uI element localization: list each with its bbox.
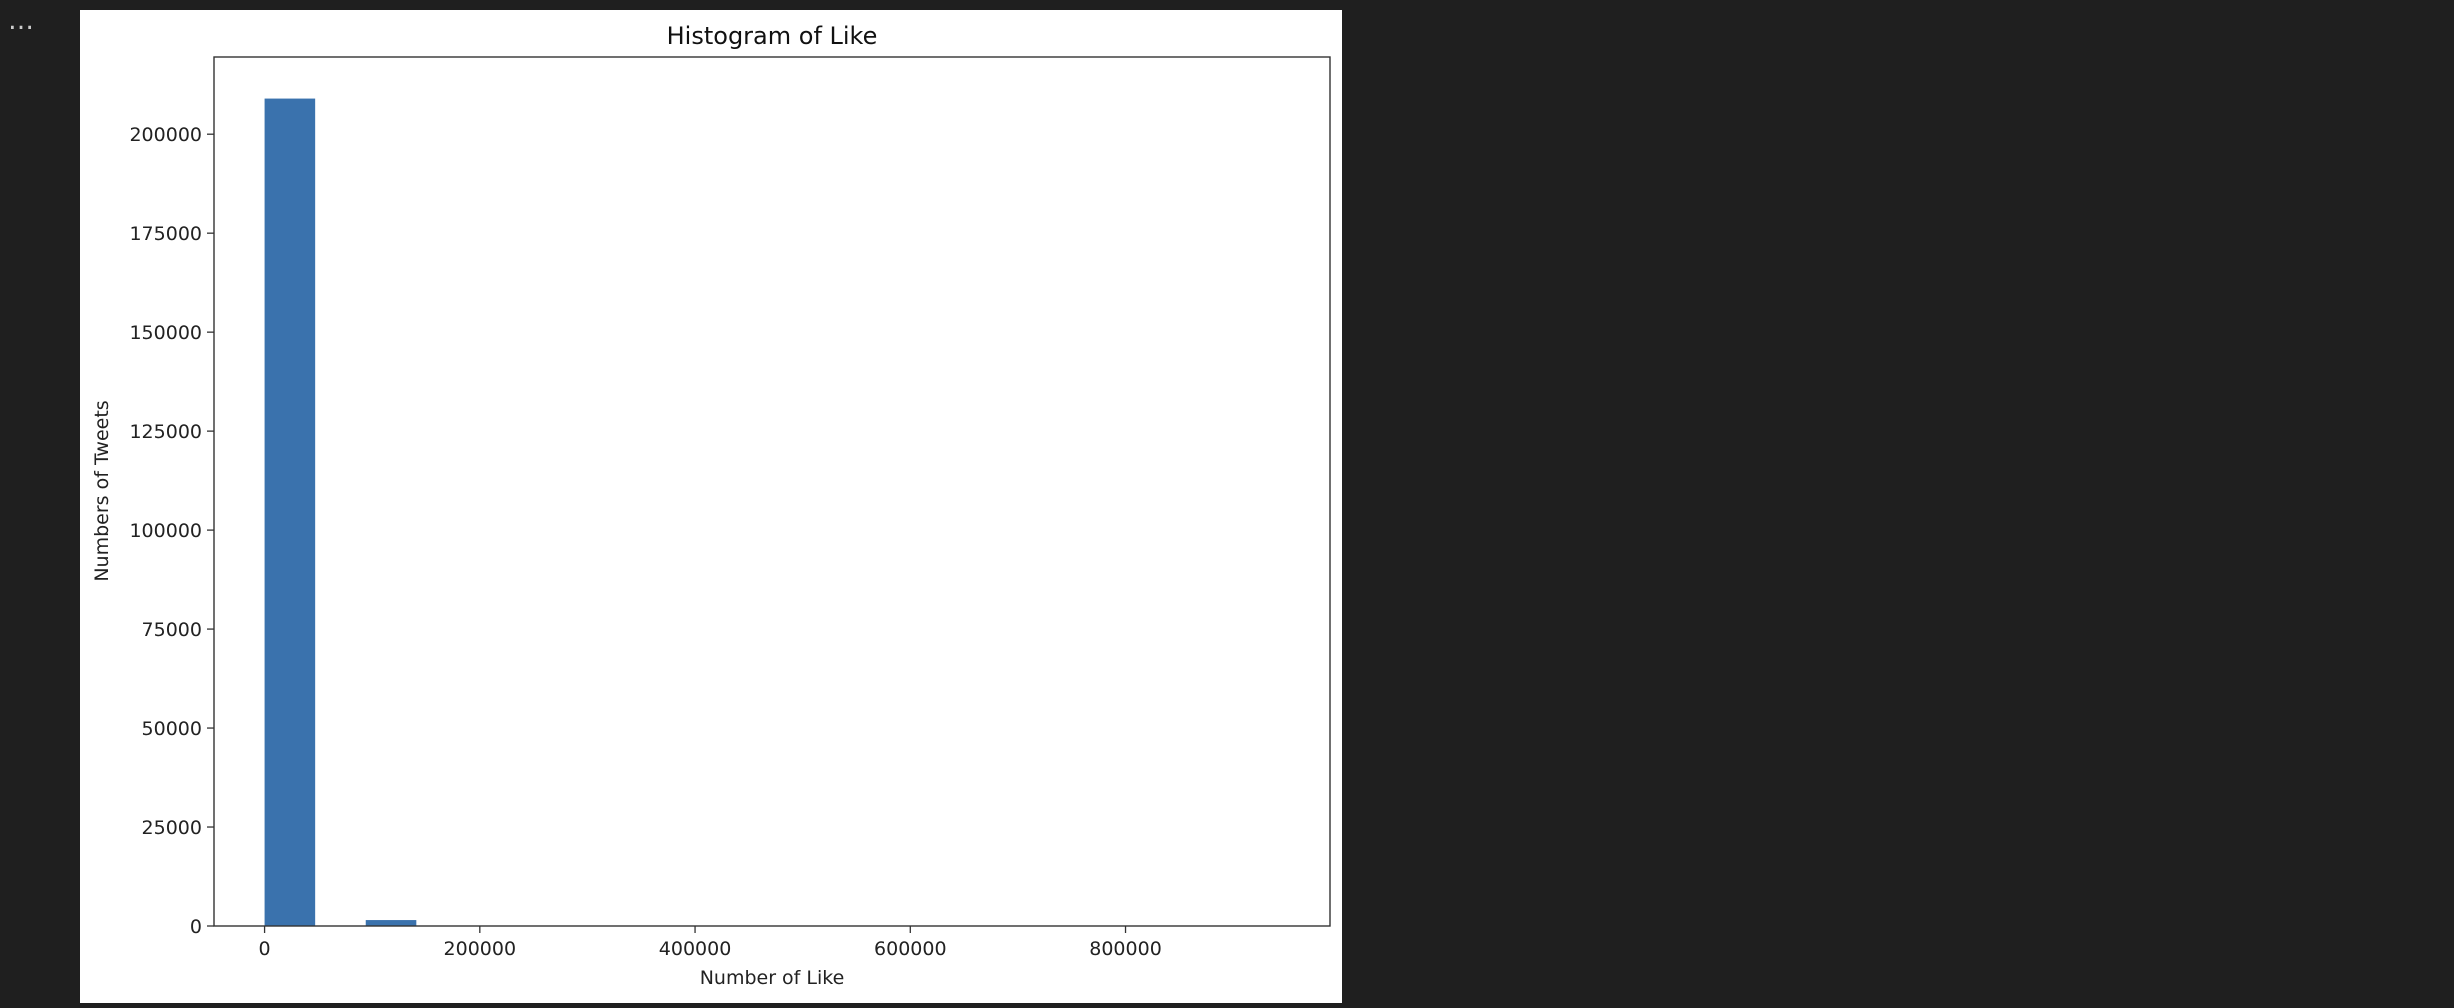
y-tick-label: 25000 [141,817,202,840]
y-tick-label: 0 [189,916,202,938]
histogram-bar-2 [366,920,417,926]
plot-area-frame [214,57,1330,926]
bars-group [265,99,518,926]
y-tick-label: 175000 [129,223,202,246]
y-tick-label: 100000 [129,520,202,543]
x-tick-label: 800000 [1089,938,1162,960]
plot-output [80,10,1342,1003]
more-options-icon[interactable]: … [8,6,36,36]
y-tick-label: 150000 [129,322,202,345]
y-tick-label: 50000 [141,718,202,741]
y-axis-label: Numbers of Tweets [91,400,113,582]
x-axis-label: Number of Like [699,967,845,989]
x-tick-label: 600000 [874,938,947,960]
y-tick-label: 200000 [129,124,202,147]
x-axis-ticks [259,926,1162,960]
x-tick-label: 400000 [658,938,732,960]
chart-title: Histogram of Like [666,22,878,50]
x-tick-label: 200000 [443,938,517,960]
histogram-bar-0 [265,99,316,926]
histogram-chart [80,10,1342,1003]
y-axis-ticks [129,124,214,938]
x-tick-label: 0 [258,938,271,960]
y-tick-label: 125000 [129,421,202,444]
y-tick-label: 75000 [141,619,202,642]
